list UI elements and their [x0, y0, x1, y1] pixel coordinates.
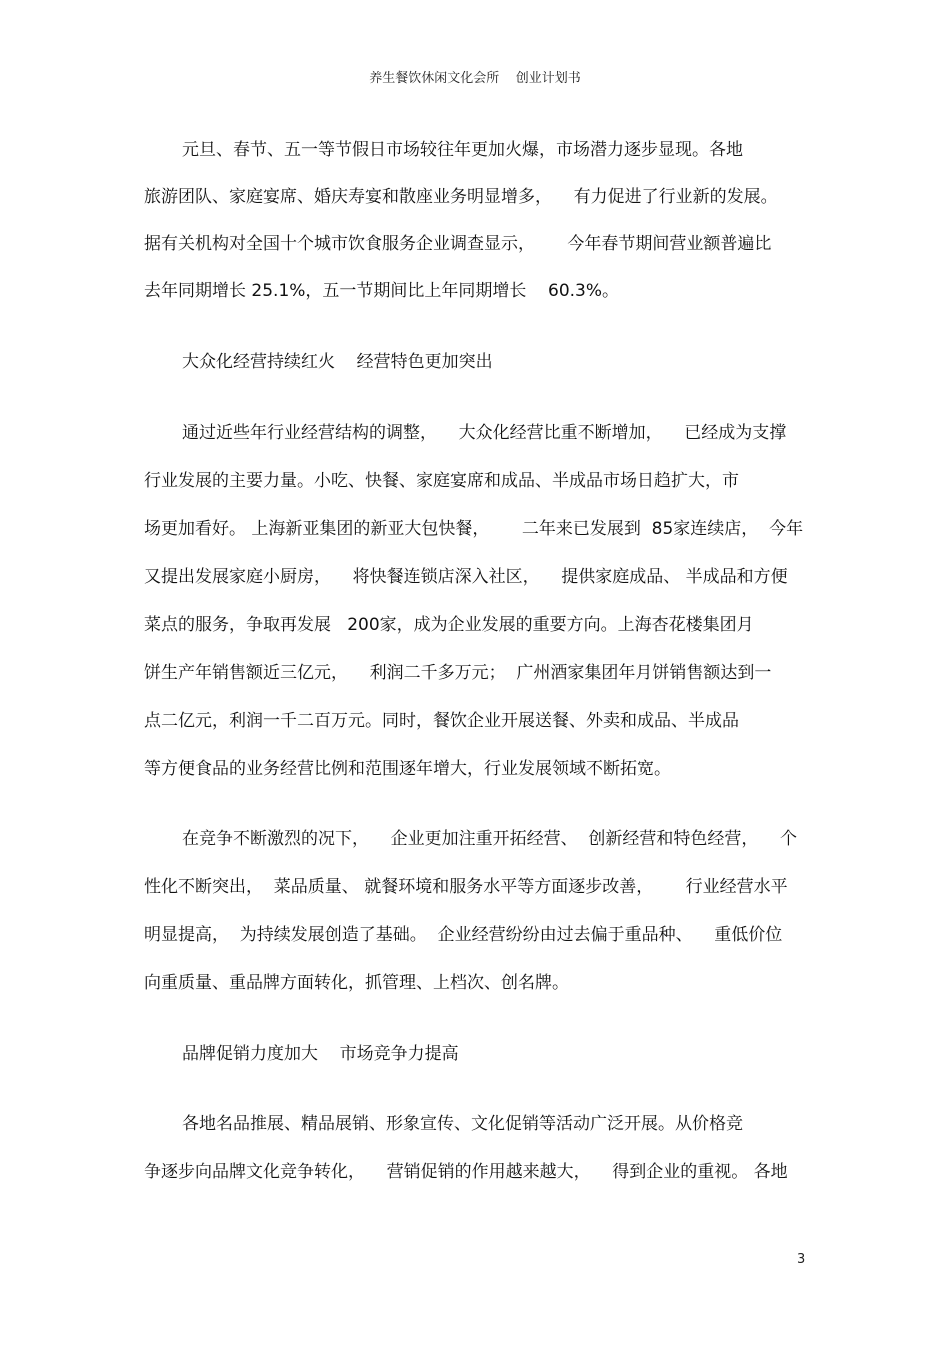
body-text-line: 饼生产年销售额近三亿元， 利润二千多万元； 广州酒家集团年月饼销售额达到一	[144, 663, 772, 683]
body-text-line: 点二亿元，利润一千二百万元。同时，餐饮企业开展送餐、外卖和成品、半成品	[144, 711, 739, 731]
body-text-line: 据有关机构对全国十个城市饮食服务企业调查显示， 今年春节期间营业额普遍比	[144, 234, 772, 254]
body-text-line: 场更加看好。 上海新亚集团的新亚大包快餐， 二年来已发展到 85家连续店， 今年	[144, 519, 804, 539]
body-text-line: 通过近些年行业经营结构的调整， 大众化经营比重不断增加， 已经成为支撑	[182, 423, 787, 443]
body-text-line: 向重质量、重品牌方面转化，抓管理、上档次、创名牌。	[144, 973, 569, 993]
body-text-line: 去年同期增长 25.1%，五一节期间比上年同期增长 60.3%。	[144, 281, 620, 301]
page-number: 3	[797, 1252, 806, 1267]
body-text-line: 菜点的服务，争取再发展 200家，成为企业发展的重要方向。上海杏花楼集团月	[144, 615, 754, 635]
body-text-line: 争逐步向品牌文化竞争转化， 营销促销的作用越来越大， 得到企业的重视。 各地	[144, 1162, 788, 1182]
section-heading: 品牌促销力度加大 市场竞争力提高	[182, 1044, 459, 1064]
body-text-line: 等方便食品的业务经营比例和范围逐年增大，行业发展领域不断拓宽。	[144, 759, 671, 779]
body-text-line: 在竞争不断激烈的况下， 企业更加注重开拓经营、 创新经营和特色经营， 个	[182, 829, 798, 849]
body-text-line: 性化不断突出， 菜品质量、 就餐环境和服务水平等方面逐步改善， 行业经营水平	[144, 877, 788, 897]
running-header: 养生餐饮休闲文化会所 创业计划书	[369, 71, 581, 86]
section-heading: 大众化经营持续红火 经营特色更加突出	[182, 352, 493, 372]
body-text-line: 旅游团队、家庭宴席、婚庆寿宴和散座业务明显增多， 有力促进了行业新的发展。	[144, 187, 778, 207]
body-text-line: 明显提高， 为持续发展创造了基础。 企业经营纷纷由过去偏于重品种、 重低价位	[144, 925, 783, 945]
body-text-line: 元旦、春节、五一等节假日市场较往年更加火爆，市场潜力逐步显现。各地	[182, 140, 743, 160]
body-text-line: 又提出发展家庭小厨房， 将快餐连锁店深入社区， 提供家庭成品、 半成品和方便	[144, 567, 788, 587]
body-text-line: 各地名品推展、精品展销、形象宣传、文化促销等活动广泛开展。从价格竞	[182, 1114, 743, 1134]
body-text-line: 行业发展的主要力量。小吃、快餐、家庭宴席和成品、半成品市场日趋扩大，市	[144, 471, 739, 491]
